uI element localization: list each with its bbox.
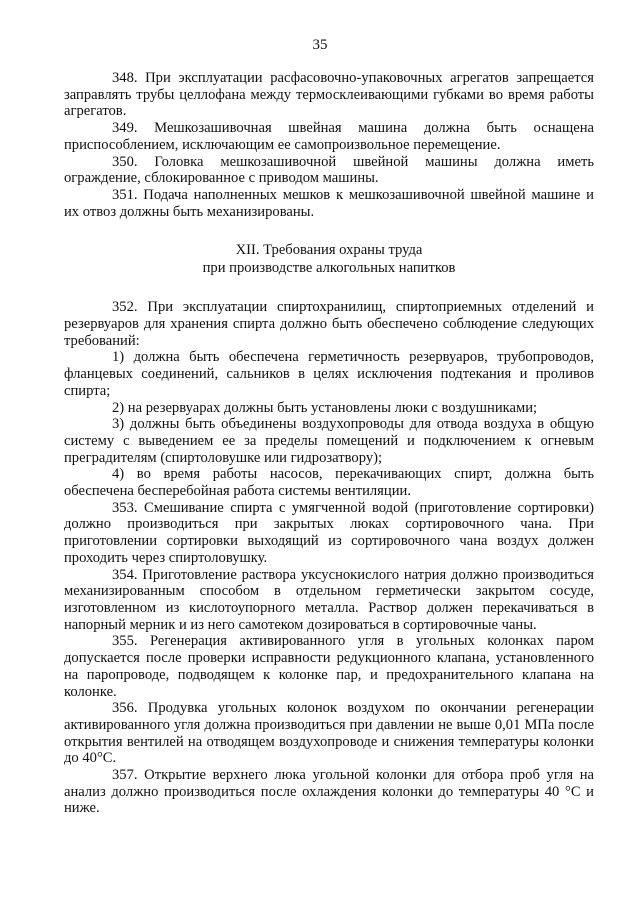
paragraph-354: 354. Приготовление раствора уксуснокислого натрия должно производиться механизированным способом в отдельном герметически закрытом сосуде, изготовленном из кислотоупорного металла. Раствор должен перекачиваться в напорный мерник и из него самотеком дозироваться в сортировочные чаны. bbox=[64, 566, 594, 633]
paragraph-352: 352. При эксплуатации спиртохранилищ, спиртоприемных отделений и резервуаров для хранения спирта должно быть обеспечено соблюдение следующих требований: bbox=[64, 299, 594, 349]
section-heading bbox=[64, 242, 594, 277]
section-title-line-1: XII. Требования охраны труда bbox=[235, 242, 423, 259]
section-title-line-2: при производстве алкогольных напитков bbox=[202, 259, 456, 276]
page-number: 35 bbox=[312, 37, 328, 53]
list-item-1: 1) должна быть обеспечена герметичность резервуаров, трубопроводов, фланцевых соединений, сальников в целях исключения подтекания и проливов спирта; bbox=[64, 349, 594, 399]
paragraph-357: 357. Открытие верхнего люка угольной колонки для отбора проб угля на анализ должно производиться после охлаждения колонки до температуры 40 °С и ниже. bbox=[64, 767, 594, 817]
list-item-3: 3) должны быть объединены воздухопроводы для отвода воздуха в общую систему с выведением ее за пределы помещений и подключением к огневым преградителям (спиртоловушке или гидрозатвору); bbox=[64, 416, 594, 466]
paragraph-353: 353. Смешивание спирта с умягченной водой (приготовление сортировки) должно производиться при закрытых люках сортировочного чана. При приготовлении сортировки выходящий из сортировочного чана воздух должен проходить через спиртоловушку. bbox=[64, 499, 594, 566]
document-body bbox=[64, 70, 594, 817]
paragraph-349: 349. Мешкозашивочная швейная машина должна быть оснащена приспособлением, исключающим ее самопроизвольное перемещение. bbox=[64, 120, 594, 153]
list-item-2: 2) на резервуарах должны быть установлены люки с воздушниками; bbox=[112, 399, 538, 416]
paragraph-351: 351. Подача наполненных мешков к мешкозашивочной швейной машине и их отвоз должны быть механизированы. bbox=[64, 186, 594, 220]
paragraph-355: 355. Регенерация активированного угля в угольных колонках паром допускается после проверки исправности редукционного клапана, установленного на паропроводе, подводящем к колонке пар, и предохранительного клапана на колонке. bbox=[64, 633, 594, 700]
paragraph-348: 348. При эксплуатации расфасовочно-упаковочных агрегатов запрещается заправлять трубы целлофана между термосклеивающими губками во время работы агрегатов. bbox=[64, 70, 594, 120]
list-item-4: 4) во время работы насосов, перекачивающих спирт, должна быть обеспечена бесперебойная работа системы вентиляции. bbox=[64, 466, 594, 500]
paragraph-356: 356. Продувка угольных колонок воздухом по окончании регенерации активированного угля должна производиться при давлении не выше 0,01 МПа после открытия вентилей на отводящем воздухопроводе и снижения температуры колонки до 40°С. bbox=[64, 700, 594, 767]
paragraph-350: 350. Головка мешкозашивочной швейной машины должна иметь ограждение, сблокированное с приводом машины. bbox=[64, 153, 594, 187]
